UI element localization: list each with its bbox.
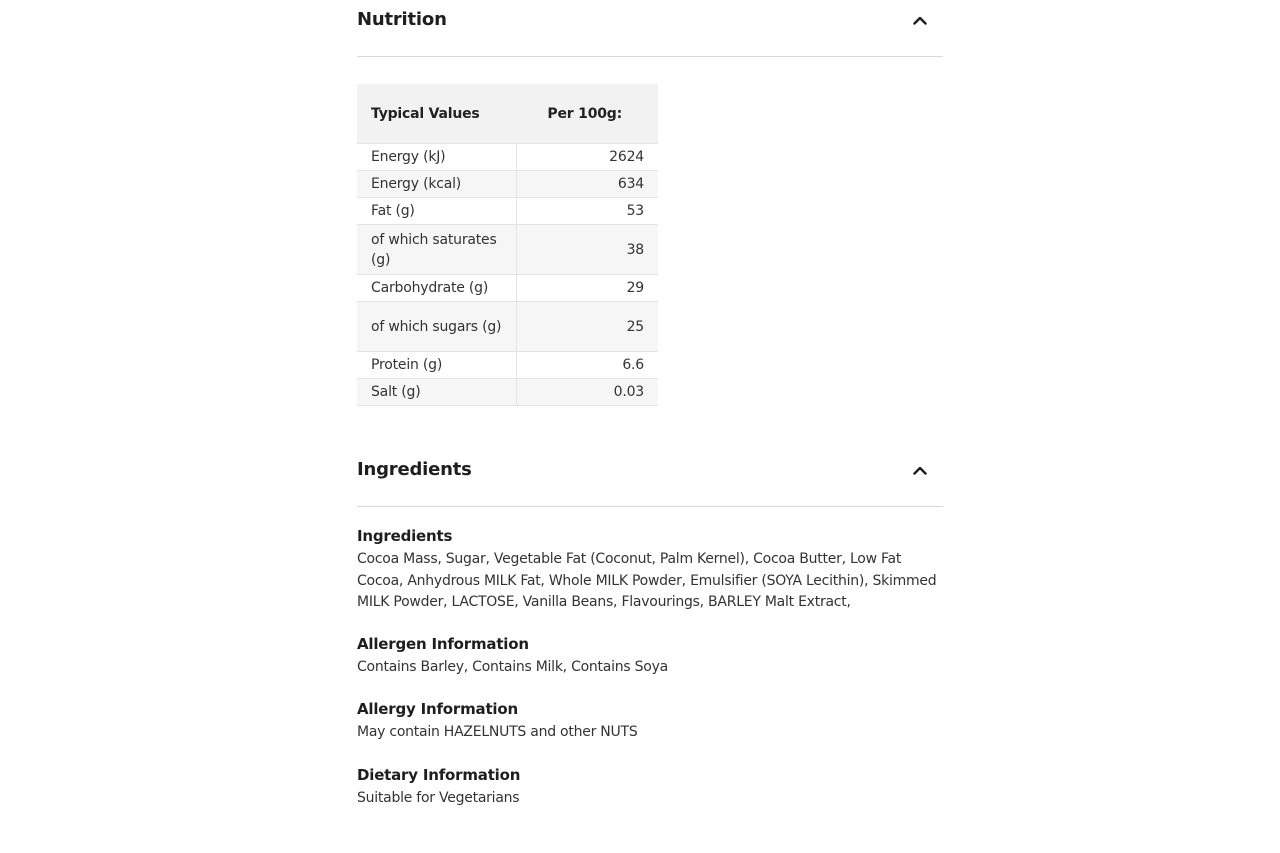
row-label: Energy (kJ) <box>357 144 517 171</box>
row-value: 53 <box>517 198 659 225</box>
ingredients-block <box>357 526 943 614</box>
allergen-information-heading: Allergen Information <box>357 634 529 653</box>
nutrition-collapse-toggle[interactable] <box>907 7 933 33</box>
dietary-information-text: Suitable for Vegetarians <box>357 789 520 806</box>
chevron-up-icon <box>913 16 927 25</box>
ingredients-heading: Ingredients <box>357 527 453 545</box>
row-value: 29 <box>517 275 659 302</box>
row-label: Energy (kcal) <box>357 171 517 198</box>
row-value: 0.03 <box>517 379 659 406</box>
ingredients-section <box>357 450 943 809</box>
table-row <box>357 302 658 352</box>
row-value: 634 <box>517 171 659 198</box>
row-value: 6.6 <box>517 352 659 379</box>
ingredients-title: Ingredients <box>357 459 472 480</box>
allergy-information-block <box>357 699 943 744</box>
table-row <box>357 144 658 171</box>
row-value: 38 <box>517 225 659 275</box>
table-row <box>357 275 658 302</box>
table-row <box>357 352 658 379</box>
row-label: Salt (g) <box>357 379 517 406</box>
ingredients-section-header[interactable] <box>357 450 943 507</box>
product-details <box>357 0 943 806</box>
table-row <box>357 379 658 406</box>
chevron-up-icon <box>913 466 927 475</box>
row-label: of which sugars (g) <box>357 302 517 352</box>
dietary-information-block <box>357 765 943 810</box>
allergen-information-text: Contains Barley, Contains Milk, Contains Soya <box>357 658 668 675</box>
row-label: of which saturates (g) <box>357 225 517 275</box>
nutrition-section-header[interactable] <box>357 0 943 57</box>
column-header-per-100g: Per 100g: <box>517 84 659 144</box>
row-label: Fat (g) <box>357 198 517 225</box>
column-header-typical-values: Typical Values <box>357 84 517 144</box>
table-row <box>357 225 658 275</box>
table-row <box>357 171 658 198</box>
row-label: Carbohydrate (g) <box>357 275 517 302</box>
allergy-information-heading: Allergy Information <box>357 700 518 718</box>
table-row <box>357 198 658 225</box>
ingredients-collapse-toggle[interactable] <box>907 457 933 483</box>
row-value: 25 <box>517 302 659 352</box>
nutrition-table-header <box>357 84 658 144</box>
allergen-information-block <box>357 634 943 679</box>
dietary-information-heading: Dietary Information <box>357 765 521 784</box>
ingredients-text: Cocoa Mass, Sugar, Vegetable Fat (Coconut, Palm Kernel), Cocoa Butter, Low Fat Cocoa, Anhydrous MILK Fat, Whole MILK Powder, Emulsifier (SOYA Lecithin), Skimmed MILK Powder, LACTOSE, Vanilla Beans, Flavourings, BARLEY Malt Extract, <box>357 551 937 610</box>
nutrition-title: Nutrition <box>357 9 447 30</box>
row-label: Protein (g) <box>357 352 517 379</box>
row-value: 2624 <box>517 144 659 171</box>
nutrition-table <box>357 84 658 406</box>
allergy-information-text: May contain HAZELNUTS and other NUTS <box>357 724 638 740</box>
